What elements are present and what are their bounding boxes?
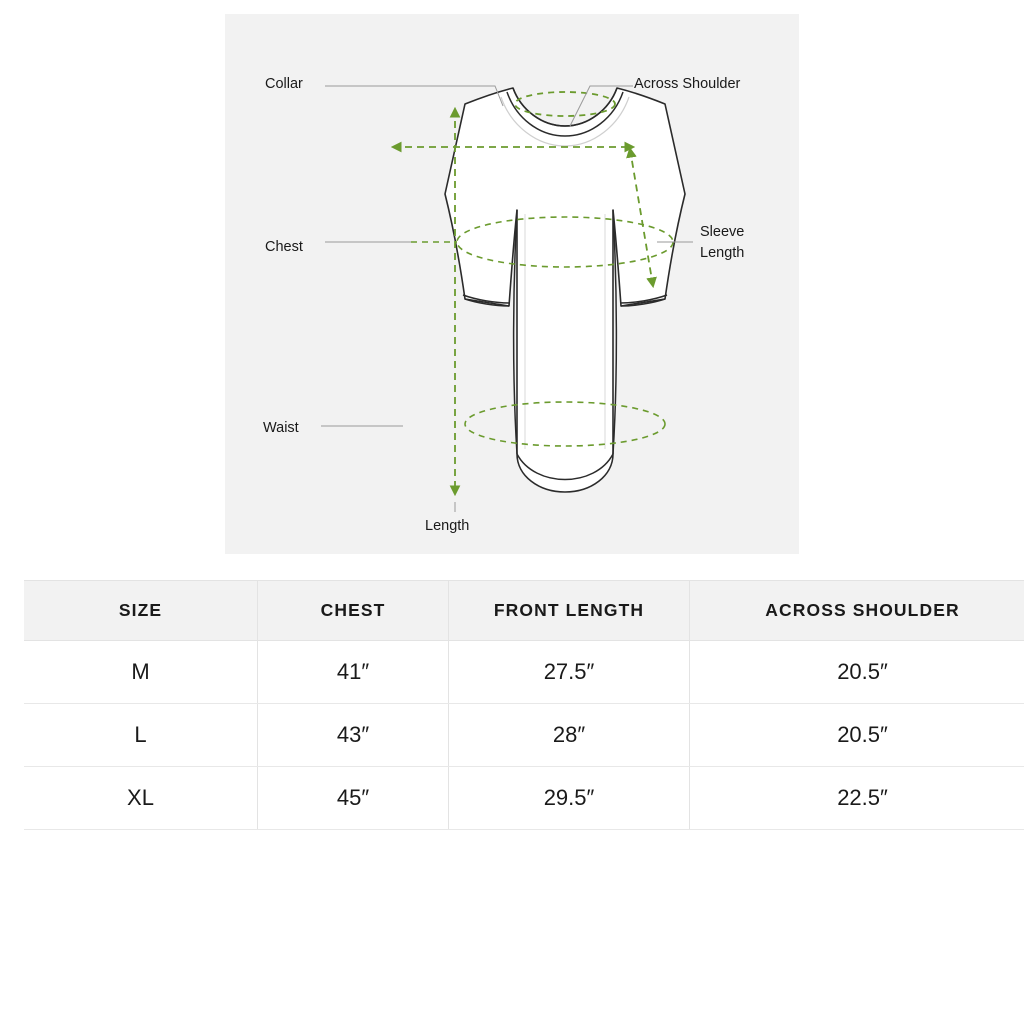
label-length: Length <box>425 518 470 534</box>
table-body <box>24 641 1024 830</box>
table-row <box>24 641 1024 704</box>
cell-chest: 43″ <box>258 704 449 767</box>
column-header-across-shoulder: ACROSS SHOULDER <box>690 581 1024 641</box>
column-header-chest: CHEST <box>258 581 449 641</box>
size-chart-table <box>24 580 1024 830</box>
label-waist: Waist <box>263 420 299 436</box>
label-sleeve-length <box>700 222 744 264</box>
table-row <box>24 767 1024 830</box>
cell-front-length: 28″ <box>449 704 690 767</box>
cell-front-length: 27.5″ <box>449 641 690 704</box>
table-row <box>24 704 1024 767</box>
table-header-row <box>24 581 1024 641</box>
label-collar: Collar <box>265 76 303 92</box>
label-chest: Chest <box>265 239 303 255</box>
label-sleeve-length-line2: Length <box>700 245 745 262</box>
column-header-size: SIZE <box>24 581 258 641</box>
cell-across-shoulder: 22.5″ <box>690 767 1024 830</box>
label-sleeve-length-line1: Sleeve <box>700 224 745 240</box>
cell-across-shoulder: 20.5″ <box>690 704 1024 767</box>
cell-size: M <box>24 641 258 704</box>
cell-across-shoulder: 20.5″ <box>690 641 1024 704</box>
table-header <box>24 581 1024 641</box>
column-header-front-length: FRONT LENGTH <box>449 581 690 641</box>
cell-size: L <box>24 704 258 767</box>
cell-size: XL <box>24 767 258 830</box>
tshirt-measurement-diagram <box>225 14 799 554</box>
cell-chest: 45″ <box>258 767 449 830</box>
cell-front-length: 29.5″ <box>449 767 690 830</box>
label-across-shoulder: Across Shoulder <box>634 76 741 92</box>
cell-chest: 41″ <box>258 641 449 704</box>
